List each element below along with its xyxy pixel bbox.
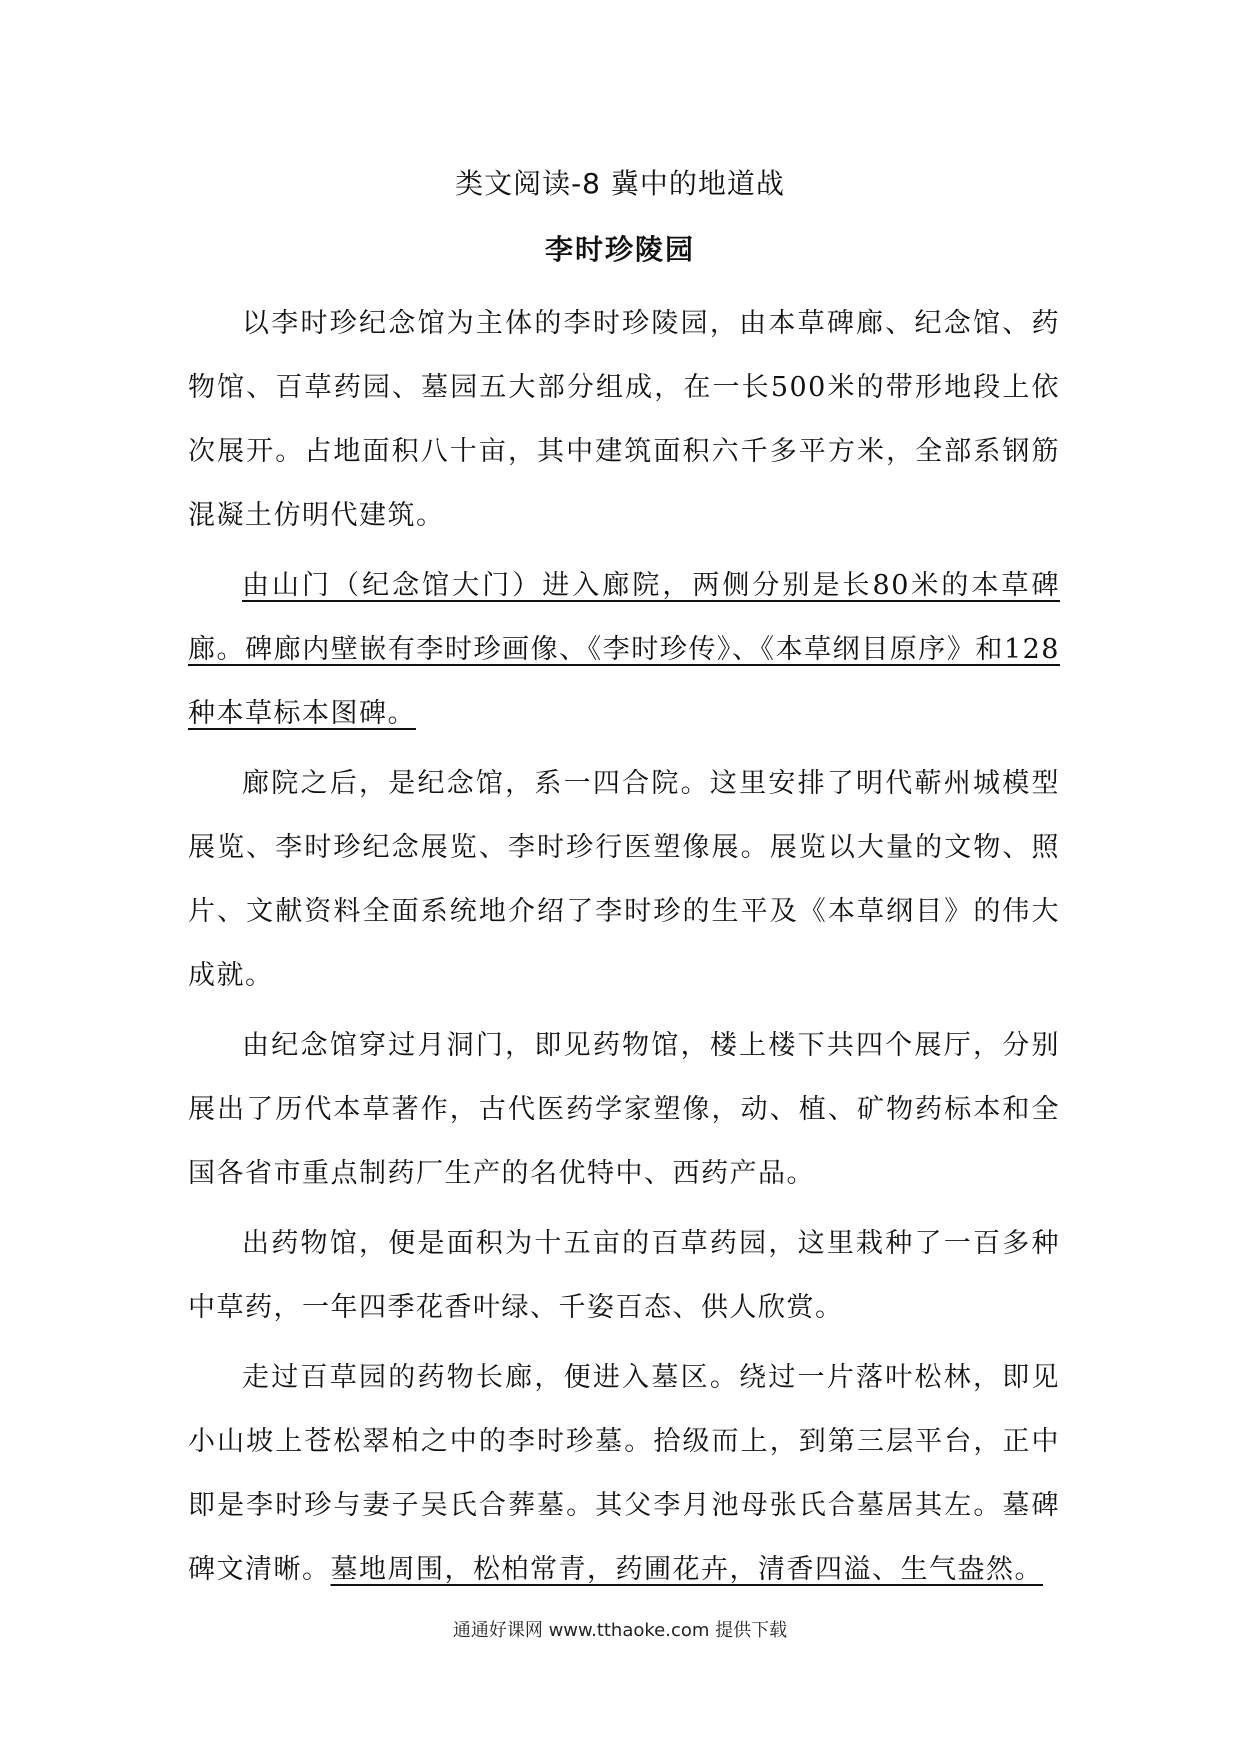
page-footer: 通通好课网 www.tthaoke.com 提供下载 (452, 1620, 788, 1641)
paragraph-5: 出药物馆，便是面积为十五亩的百草药园，这里栽种了一百多种中草药，一年四季花香叶绿、千姿百态、供人欣赏。 (188, 1228, 1060, 1323)
underlined-text: 墓地周围，松柏常青，药圃花卉，清香四溢、生气盎然。 (330, 1554, 1043, 1585)
underlined-text: 由山门（纪念馆大门）进入廊院，两侧分别是长80米的本草碑廊。碑廊内壁嵌有李时珍画像、《李时珍传》、《本草纲目原序》和128种本草标本图碑。 (188, 570, 1060, 729)
page-title: 类文阅读-8 冀中的地道战 (455, 167, 785, 200)
paragraph-1: 以李时珍纪念馆为主体的李时珍陵园，由本草碑廊、纪念馆、药物馆、百草药园、墓园五大部分组成，在一长500米的带形地段上依次展开。占地面积八十亩，其中建筑面积六千多平方米，全部系钢筋混凝土仿明代建筑。 (188, 308, 1060, 531)
paragraph-4: 由纪念馆穿过月洞门，即见药物馆，楼上楼下共四个展厅，分别展出了历代本草著作，古代医药学家塑像，动、植、矿物药标本和全国各省市重点制药厂生产的名优特中、西药产品。 (188, 1030, 1060, 1189)
paragraph-6-text: 走过百草园的药物长廊，便进入墓区。绕过一片落叶松林，即见小山坡上苍松翠柏之中的李时珍墓。拾级而上，到第三层平台，正中即是李时珍与妻子吴氏合葬墓。其父李月池母张氏合墓居其左。墓碑碑文清晰。 (188, 1362, 1060, 1585)
article-title: 李时珍陵园 (544, 233, 695, 266)
paragraph-3: 廊院之后，是纪念馆，系一四合院。这里安排了明代蕲州城模型展览、李时珍纪念展览、李时珍行医塑像展。展览以大量的文物、照片、文献资料全面系统地介绍了李时珍的生平及《本草纲目》的伟大成就。 (188, 768, 1060, 991)
article-body (188, 292, 1060, 1608)
paragraph-2 (188, 554, 1060, 746)
paragraph-6 (188, 1346, 1060, 1602)
